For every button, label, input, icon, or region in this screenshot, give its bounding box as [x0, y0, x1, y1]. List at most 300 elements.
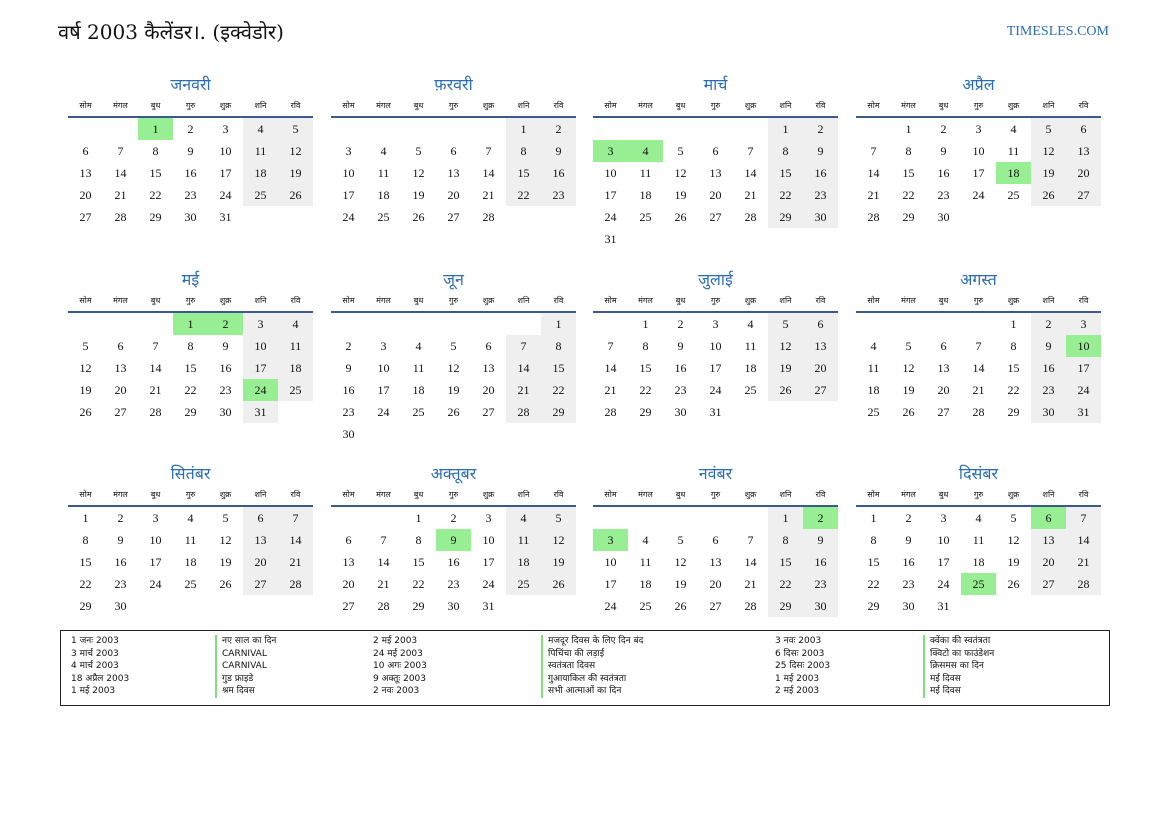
week-row — [856, 379, 1101, 401]
day-cell: 22 — [506, 184, 541, 206]
day-cell: 8 — [82, 533, 89, 547]
weekday-label: रवि — [553, 101, 564, 110]
empty-cell — [961, 206, 996, 228]
empty-cell — [243, 206, 278, 228]
day-cell: 9 — [677, 339, 684, 353]
month-block — [68, 267, 313, 423]
empty-cell — [733, 118, 768, 140]
week-row — [593, 184, 838, 206]
month-block — [593, 72, 838, 250]
empty-cell — [401, 423, 436, 445]
day-cell: 26 — [219, 577, 232, 591]
week-row — [856, 529, 1101, 551]
weekday-label: रवि — [290, 296, 301, 305]
legend-date: 3 नवः 2003 — [775, 636, 822, 646]
weekday-label: शनि — [254, 296, 267, 305]
day-cell: 10 — [972, 144, 985, 158]
day-cell: 23 — [447, 577, 460, 591]
weekday-label: बुध — [938, 101, 949, 110]
empty-cell — [698, 118, 733, 140]
week-row — [331, 184, 576, 206]
day-cell: 25 — [278, 379, 313, 401]
weekday-label: गुरु — [185, 101, 196, 110]
week-row — [593, 551, 838, 573]
day-cell: 15 — [639, 361, 652, 375]
weekday-label: बुध — [413, 490, 424, 499]
day-cell: 10 — [377, 361, 390, 375]
day-cell: 6 — [712, 144, 719, 158]
day-cell: 18 — [412, 383, 425, 397]
day-cell: 12 — [674, 555, 687, 569]
week-row — [331, 118, 576, 140]
day-cell: 6 — [712, 533, 719, 547]
day-cell: 20 — [709, 577, 722, 591]
day-cell: 5 — [82, 339, 89, 353]
weekday-header — [856, 293, 1101, 313]
week-row — [593, 529, 838, 551]
day-cell: 24 — [342, 210, 355, 224]
empty-cell — [663, 507, 698, 529]
day-cell: 2 — [905, 511, 912, 525]
weekday-label: शुक्र — [1007, 490, 1020, 499]
empty-cell — [278, 595, 313, 617]
day-cell: 18 — [867, 383, 880, 397]
day-cell: 4 — [870, 339, 877, 353]
day-cell: 30 — [342, 427, 355, 441]
empty-cell — [436, 118, 471, 140]
day-cell: 5 — [415, 144, 422, 158]
weekday-label: रवि — [1078, 490, 1089, 499]
weekday-header — [331, 98, 576, 118]
empty-cell — [366, 507, 401, 529]
day-cell: 29 — [768, 206, 803, 228]
empty-cell — [733, 401, 768, 423]
weekday-label: रवि — [290, 490, 301, 499]
week-row — [331, 379, 576, 401]
day-cell: 18 — [744, 361, 757, 375]
day-cell: 19 — [1031, 162, 1066, 184]
day-cell: 12 — [902, 361, 915, 375]
weekday-label: बुध — [150, 490, 161, 499]
day-cell: 25 — [1007, 188, 1020, 202]
day-cell: 31 — [1066, 401, 1101, 423]
day-cell: 7 — [380, 533, 387, 547]
day-cell: 12 — [541, 529, 576, 551]
weekday-label: सोम — [342, 490, 355, 499]
day-cell: 28 — [972, 405, 985, 419]
week-row — [68, 140, 313, 162]
day-cell: 4 — [747, 317, 754, 331]
day-cell: 1 — [768, 118, 803, 140]
weekday-label: शनि — [1042, 490, 1055, 499]
day-cell: 25 — [961, 573, 996, 595]
week-row — [331, 335, 576, 357]
weekday-label: सोम — [79, 490, 92, 499]
weekday-header — [68, 293, 313, 313]
day-cell: 17 — [972, 166, 985, 180]
empty-cell — [541, 595, 576, 617]
day-cell: 9 — [1031, 335, 1066, 357]
day-cell: 12 — [1031, 140, 1066, 162]
day-cell: 27 — [709, 210, 722, 224]
week-row — [856, 357, 1101, 379]
month-block — [331, 267, 576, 445]
day-cell: 8 — [768, 529, 803, 551]
legend-date: 25 दिसः 2003 — [775, 661, 831, 671]
legend-date: 2 मई 2003 — [373, 636, 418, 646]
day-cell: 27 — [1066, 184, 1101, 206]
legend-names-col-3 — [923, 635, 994, 698]
day-cell: 27 — [482, 405, 495, 419]
day-cell: 16 — [342, 383, 355, 397]
day-cell: 2 — [450, 511, 457, 525]
day-cell: 29 — [184, 405, 197, 419]
weekday-label: शुक्र — [219, 296, 232, 305]
day-cell: 11 — [377, 166, 390, 180]
empty-cell — [331, 313, 366, 335]
day-cell: 6 — [450, 144, 457, 158]
empty-cell — [593, 507, 628, 529]
day-cell: 7 — [607, 339, 614, 353]
empty-cell — [593, 118, 628, 140]
day-cell: 24 — [482, 577, 495, 591]
weekday-label: सोम — [867, 490, 880, 499]
day-cell: 5 — [677, 144, 684, 158]
day-cell: 3 — [152, 511, 159, 525]
legend-date: 1 जनः 2003 — [71, 636, 119, 646]
week-row — [331, 162, 576, 184]
weekday-label: शनि — [779, 490, 792, 499]
month-block — [68, 72, 313, 228]
week-row — [331, 401, 576, 423]
day-cell: 8 — [152, 144, 159, 158]
day-cell: 2 — [208, 313, 243, 335]
weekday-label: गुरु — [710, 296, 721, 305]
legend-date: 1 मई 2003 — [775, 673, 820, 684]
day-cell: 2 — [1031, 313, 1066, 335]
weekday-label: सोम — [604, 101, 617, 110]
day-cell: 19 — [674, 188, 687, 202]
day-cell: 14 — [867, 166, 880, 180]
weekday-label: शुक्र — [219, 101, 232, 110]
day-cell: 5 — [450, 339, 457, 353]
week-row — [331, 595, 576, 617]
day-cell: 13 — [803, 335, 838, 357]
empty-cell — [173, 595, 208, 617]
day-cell: 31 — [482, 599, 495, 613]
empty-cell — [366, 313, 401, 335]
day-cell: 26 — [902, 405, 915, 419]
day-cell: 5 — [278, 118, 313, 140]
empty-cell — [208, 595, 243, 617]
day-cell: 20 — [803, 357, 838, 379]
day-cell: 4 — [975, 511, 982, 525]
legend-dates-col-2 — [373, 635, 427, 698]
empty-cell — [103, 118, 138, 140]
day-cell: 18 — [278, 357, 313, 379]
site-link[interactable]: TIMESLES.COM — [1006, 24, 1109, 39]
day-cell: 18 — [377, 188, 390, 202]
legend-date: 4 मार्च 2003 — [71, 661, 119, 671]
empty-cell — [331, 507, 366, 529]
weekday-label: गुरु — [710, 101, 721, 110]
empty-cell — [401, 313, 436, 335]
day-cell: 28 — [482, 210, 495, 224]
week-row — [856, 313, 1101, 335]
day-cell: 14 — [149, 361, 162, 375]
day-cell: 25 — [184, 577, 197, 591]
weekday-label: शुक्र — [482, 296, 495, 305]
empty-cell — [506, 313, 541, 335]
day-cell: 10 — [604, 555, 617, 569]
weekday-label: बुध — [675, 101, 686, 110]
empty-cell — [926, 313, 961, 335]
month-name: जून — [443, 270, 464, 289]
day-cell: 10 — [149, 533, 162, 547]
day-cell: 30 — [902, 599, 915, 613]
day-cell: 21 — [377, 577, 390, 591]
day-cell: 31 — [937, 599, 950, 613]
day-cell: 11 — [867, 361, 880, 375]
day-cell: 6 — [243, 507, 278, 529]
day-cell: 29 — [639, 405, 652, 419]
legend-dates-col-3 — [775, 635, 830, 698]
week-row — [331, 551, 576, 573]
week-row — [331, 529, 576, 551]
weekday-label: शनि — [517, 490, 530, 499]
day-cell: 9 — [940, 144, 947, 158]
day-cell: 26 — [674, 210, 687, 224]
day-cell: 13 — [709, 166, 722, 180]
weekday-label: मंगल — [376, 296, 391, 305]
weekday-label: शुक्र — [744, 296, 757, 305]
week-row — [593, 401, 838, 423]
week-row — [593, 228, 838, 250]
day-cell: 18 — [639, 188, 652, 202]
day-cell: 4 — [506, 507, 541, 529]
weekday-label: शुक्र — [744, 101, 757, 110]
weekday-label: बुध — [938, 490, 949, 499]
empty-cell — [1031, 595, 1066, 617]
weekday-label: शुक्र — [482, 101, 495, 110]
day-cell: 22 — [768, 184, 803, 206]
day-cell: 21 — [149, 383, 162, 397]
legend-holiday: क्वेंका की स्वतंत्रता — [930, 636, 991, 646]
legend-holiday: पिचिंचा की लड़ाई — [548, 648, 605, 659]
day-cell: 13 — [79, 166, 92, 180]
month-block — [331, 461, 576, 617]
day-cell: 10 — [937, 533, 950, 547]
day-cell: 20 — [243, 551, 278, 573]
empty-cell — [891, 313, 926, 335]
day-cell: 12 — [278, 140, 313, 162]
weekday-label: बुध — [413, 296, 424, 305]
day-cell: 6 — [345, 533, 352, 547]
week-row — [68, 573, 313, 595]
day-cell: 29 — [1007, 405, 1020, 419]
day-cell: 26 — [278, 184, 313, 206]
day-cell: 8 — [642, 339, 649, 353]
day-cell: 29 — [79, 599, 92, 613]
day-cell: 16 — [447, 555, 460, 569]
weekday-header — [593, 487, 838, 507]
week-row — [68, 507, 313, 529]
day-cell: 26 — [768, 379, 803, 401]
day-cell: 30 — [447, 599, 460, 613]
day-cell: 11 — [639, 555, 652, 569]
legend-holiday: गुआयाकिल की स्वतंत्रता — [548, 673, 627, 684]
day-cell: 7 — [747, 144, 754, 158]
week-row — [856, 206, 1101, 228]
week-row — [68, 529, 313, 551]
day-cell: 4 — [278, 313, 313, 335]
day-cell: 7 — [485, 144, 492, 158]
empty-cell — [961, 595, 996, 617]
empty-cell — [856, 313, 891, 335]
month-name: दिसंबर — [958, 464, 999, 483]
day-cell: 21 — [278, 551, 313, 573]
empty-cell — [436, 423, 471, 445]
weekday-label: रवि — [1078, 296, 1089, 305]
day-cell: 27 — [114, 405, 127, 419]
day-cell: 24 — [604, 210, 617, 224]
day-cell: 7 — [152, 339, 159, 353]
day-cell: 29 — [768, 595, 803, 617]
empty-cell — [68, 118, 103, 140]
month-name: जनवरी — [170, 75, 211, 94]
day-cell: 23 — [803, 573, 838, 595]
legend-date: 9 अक्तूः 2003 — [373, 673, 427, 684]
weekday-label: मंगल — [113, 101, 128, 110]
day-cell: 23 — [219, 383, 232, 397]
day-cell: 13 — [1031, 529, 1066, 551]
month-name: मार्च — [703, 75, 728, 94]
weekday-label: शनि — [1042, 296, 1055, 305]
week-row — [331, 140, 576, 162]
day-cell: 18 — [506, 551, 541, 573]
day-cell: 18 — [639, 577, 652, 591]
weekday-label: मंगल — [901, 101, 916, 110]
day-cell: 20 — [1031, 551, 1066, 573]
day-cell: 30 — [184, 210, 197, 224]
empty-cell — [803, 401, 838, 423]
empty-cell — [401, 118, 436, 140]
day-cell: 17 — [709, 361, 722, 375]
empty-cell — [506, 423, 541, 445]
week-row — [331, 206, 576, 228]
legend-holiday: CARNIVAL — [222, 661, 267, 671]
day-cell: 28 — [149, 405, 162, 419]
empty-cell — [138, 313, 173, 335]
day-cell: 23 — [803, 184, 838, 206]
day-cell: 15 — [149, 166, 162, 180]
day-cell: 31 — [709, 405, 722, 419]
day-cell: 16 — [114, 555, 127, 569]
day-cell: 24 — [149, 577, 162, 591]
empty-cell — [768, 401, 803, 423]
day-cell: 3 — [1066, 313, 1101, 335]
day-cell: 14 — [744, 166, 757, 180]
weekday-label: गुरु — [710, 490, 721, 499]
weekday-label: रवि — [553, 490, 564, 499]
day-cell: 24 — [604, 599, 617, 613]
weekday-label: गुरु — [448, 296, 459, 305]
day-cell: 3 — [593, 140, 628, 162]
day-cell: 2 — [117, 511, 124, 525]
month-block — [68, 461, 313, 617]
empty-cell — [961, 313, 996, 335]
day-cell: 1 — [138, 118, 173, 140]
week-row — [68, 551, 313, 573]
weekday-header — [68, 487, 313, 507]
day-cell: 17 — [342, 188, 355, 202]
day-cell: 21 — [506, 379, 541, 401]
week-row — [593, 162, 838, 184]
weekday-label: रवि — [1078, 101, 1089, 110]
weekday-label: मंगल — [638, 296, 653, 305]
day-cell: 23 — [541, 184, 576, 206]
week-row — [68, 206, 313, 228]
legend-holiday: स्वतंत्रता दिवस — [548, 661, 596, 671]
legend-holiday: क्रिसमस का दिन — [930, 661, 984, 671]
week-row — [856, 573, 1101, 595]
day-cell: 12 — [447, 361, 460, 375]
weekday-header — [593, 293, 838, 313]
empty-cell — [698, 228, 733, 250]
empty-cell — [68, 313, 103, 335]
empty-cell — [103, 313, 138, 335]
month-block — [593, 267, 838, 423]
day-cell: 16 — [902, 555, 915, 569]
weekday-label: गुरु — [448, 490, 459, 499]
day-cell: 22 — [541, 379, 576, 401]
day-cell: 9 — [905, 533, 912, 547]
legend-names-col-2 — [541, 635, 643, 698]
day-cell: 6 — [803, 313, 838, 335]
weekday-label: मंगल — [113, 296, 128, 305]
day-cell: 11 — [184, 533, 197, 547]
empty-cell — [471, 313, 506, 335]
empty-cell — [856, 118, 891, 140]
empty-cell — [471, 118, 506, 140]
day-cell: 20 — [482, 383, 495, 397]
day-cell: 6 — [117, 339, 124, 353]
day-cell: 27 — [342, 599, 355, 613]
day-cell: 28 — [114, 210, 127, 224]
month-name: अप्रैल — [962, 75, 995, 94]
day-cell: 2 — [345, 339, 352, 353]
weekday-label: गुरु — [973, 101, 984, 110]
empty-cell — [541, 206, 576, 228]
day-cell: 27 — [1031, 573, 1066, 595]
day-cell: 4 — [380, 144, 387, 158]
weekday-label: सोम — [342, 101, 355, 110]
day-cell: 19 — [219, 555, 232, 569]
day-cell: 13 — [1066, 140, 1101, 162]
day-cell: 16 — [803, 551, 838, 573]
day-cell: 13 — [482, 361, 495, 375]
day-cell: 2 — [677, 317, 684, 331]
day-cell: 23 — [1031, 379, 1066, 401]
day-cell: 15 — [902, 166, 915, 180]
day-cell: 20 — [1066, 162, 1101, 184]
day-cell: 15 — [506, 162, 541, 184]
day-cell: 31 — [243, 401, 278, 423]
day-cell: 5 — [1010, 511, 1017, 525]
week-row — [68, 335, 313, 357]
empty-cell — [1066, 206, 1101, 228]
weekday-header — [68, 98, 313, 118]
